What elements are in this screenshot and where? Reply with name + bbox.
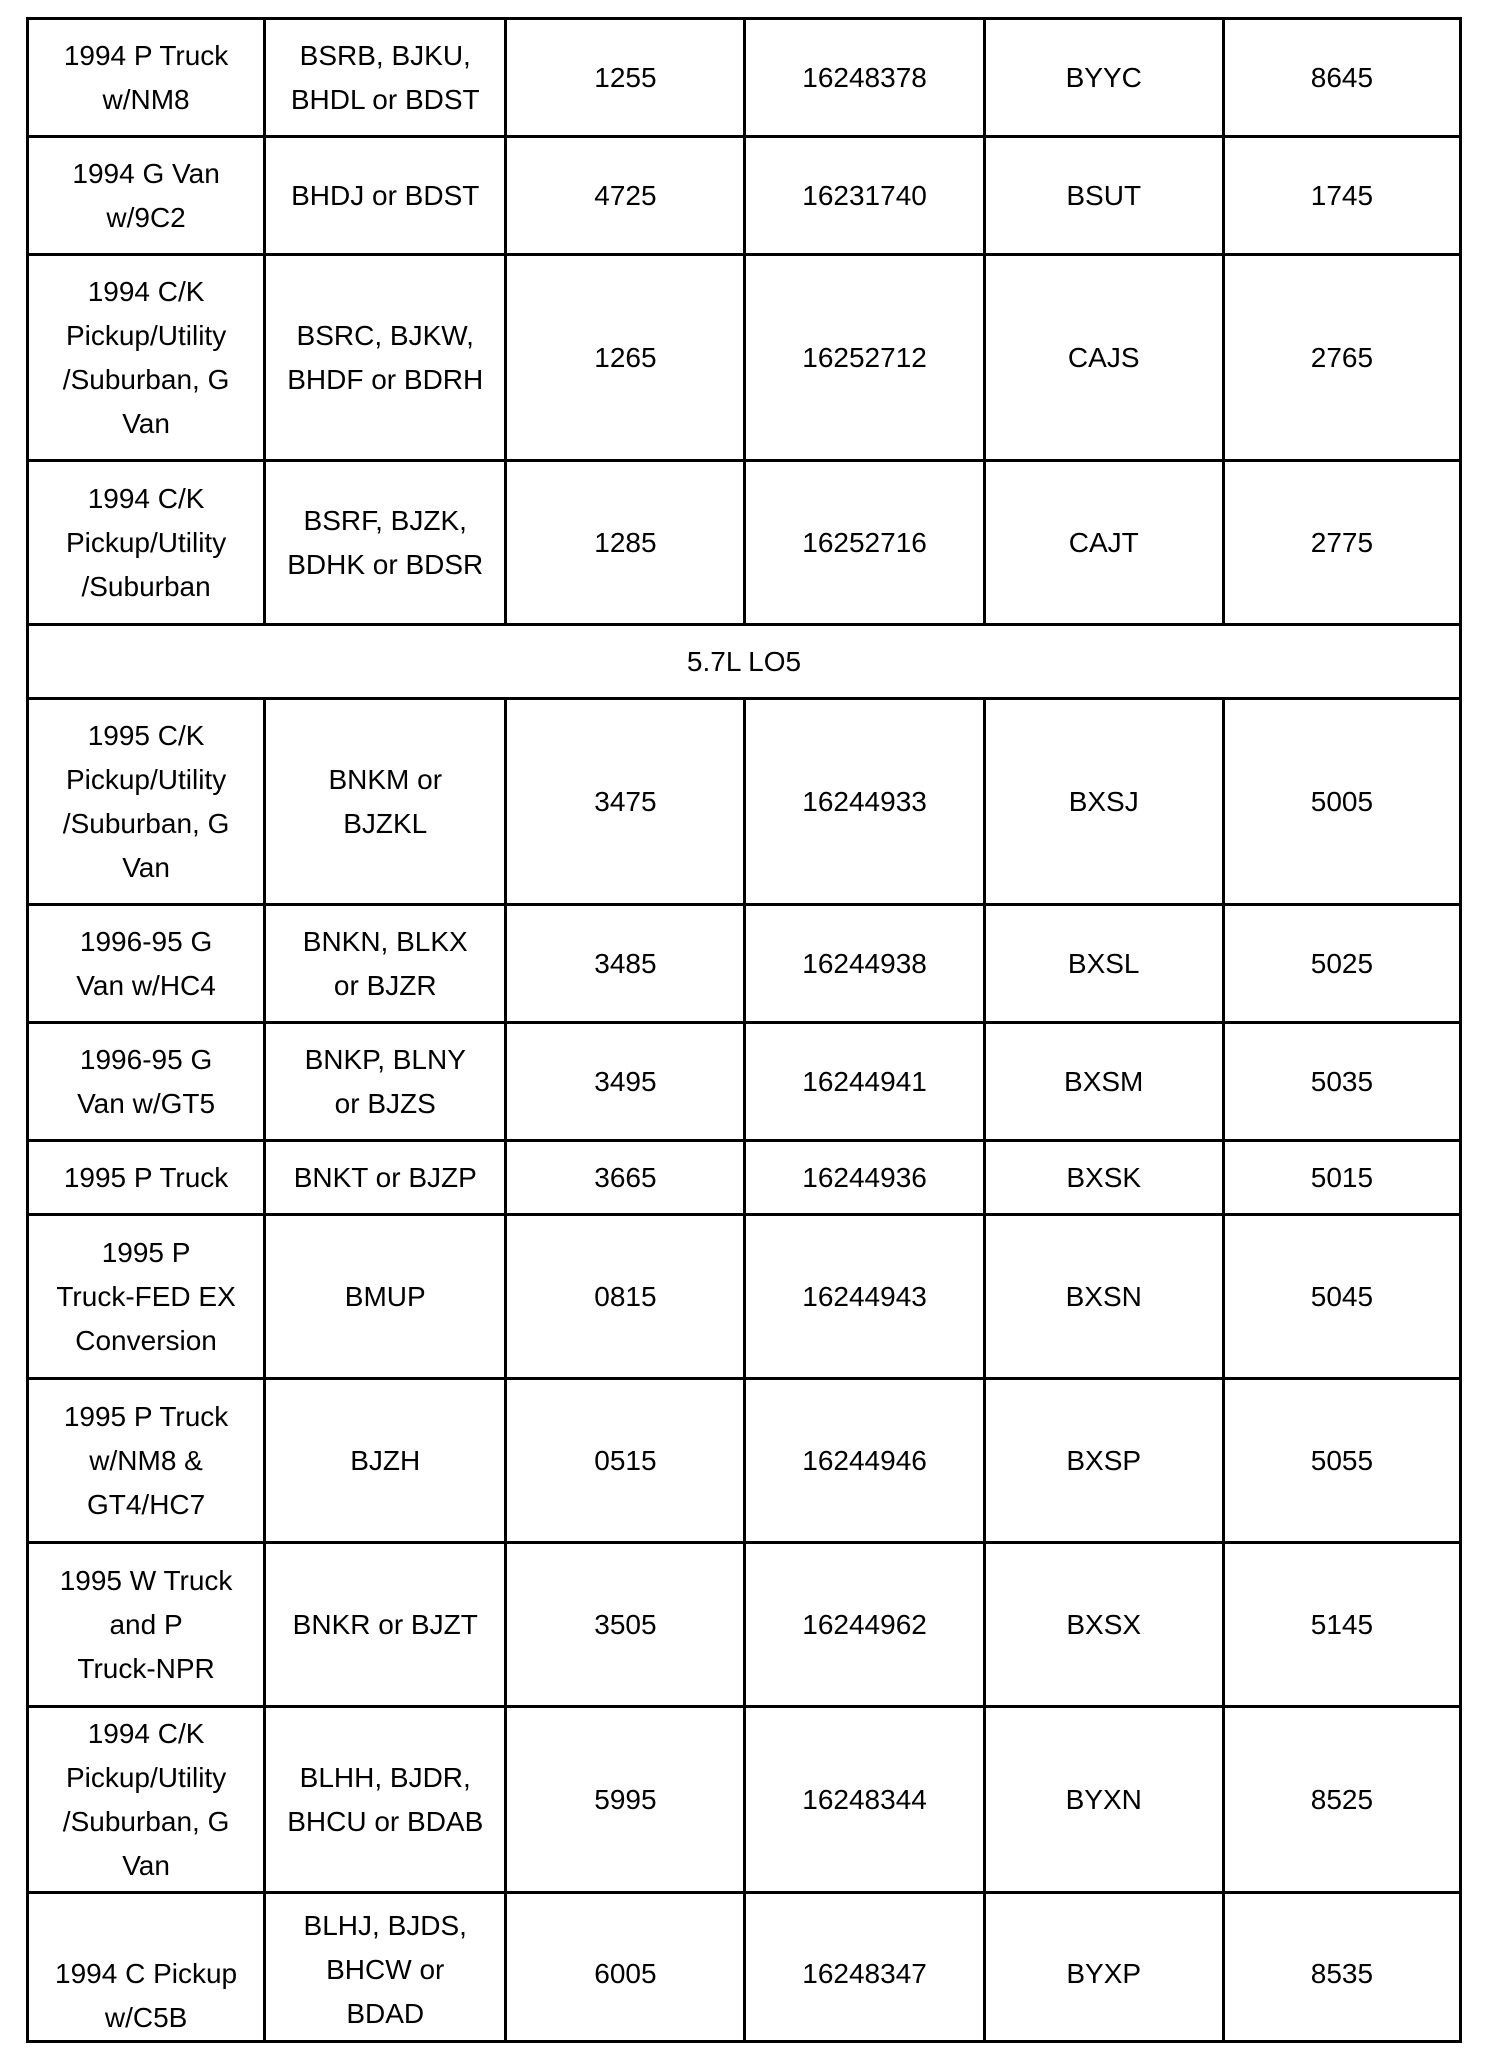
cell-service-code: 5025 — [1223, 905, 1460, 1023]
cell-broadcast-code: BNKT or BJZP — [265, 1141, 506, 1215]
cell-code: 1255 — [506, 19, 745, 137]
table-row — [28, 1707, 1461, 1893]
cell-part-number: 16244936 — [745, 1141, 984, 1215]
cell-service-code: 8645 — [1223, 19, 1460, 137]
table-row — [28, 137, 1461, 255]
cell-service-code: 1745 — [1223, 137, 1460, 255]
cell-id-code: BXSM — [984, 1023, 1223, 1141]
table-row — [28, 1379, 1461, 1543]
cell-service-code: 5055 — [1223, 1379, 1460, 1543]
cell-code: 3485 — [506, 905, 745, 1023]
cell-id-code: BXSL — [984, 905, 1223, 1023]
cell-broadcast-code: BHDJ or BDST — [265, 137, 506, 255]
cell-code: 3665 — [506, 1141, 745, 1215]
cell-part-number: 16244962 — [745, 1543, 984, 1707]
cell-vehicle: 1994 C/K Pickup/Utility /Suburban, G Van — [28, 255, 265, 461]
cell-vehicle: 1994 C Pickup w/C5B — [28, 1893, 265, 2042]
cell-code: 1265 — [506, 255, 745, 461]
cell-broadcast-code: BNKN, BLKX or BJZR — [265, 905, 506, 1023]
table-row — [28, 1215, 1461, 1379]
cell-id-code: BXSP — [984, 1379, 1223, 1543]
cell-part-number: 16248378 — [745, 19, 984, 137]
cell-broadcast-code: BJZH — [265, 1379, 506, 1543]
cell-part-number: 16244946 — [745, 1379, 984, 1543]
section-row — [28, 625, 1461, 699]
cell-service-code: 8525 — [1223, 1707, 1460, 1893]
cell-code: 3495 — [506, 1023, 745, 1141]
cell-part-number: 16248347 — [745, 1893, 984, 2042]
cell-id-code: BSUT — [984, 137, 1223, 255]
cell-part-number: 16231740 — [745, 137, 984, 255]
cell-id-code: BXSX — [984, 1543, 1223, 1707]
cell-part-number: 16252712 — [745, 255, 984, 461]
cell-broadcast-code: BLHJ, BJDS, BHCW or BDAD — [265, 1893, 506, 2042]
cell-vehicle: 1995 P Truck-FED EX Conversion — [28, 1215, 265, 1379]
cell-part-number: 16244938 — [745, 905, 984, 1023]
table-row — [28, 255, 1461, 461]
cell-service-code: 5145 — [1223, 1543, 1460, 1707]
cell-code: 0515 — [506, 1379, 745, 1543]
cell-broadcast-code: BNKP, BLNY or BJZS — [265, 1023, 506, 1141]
cell-vehicle: 1996-95 G Van w/GT5 — [28, 1023, 265, 1141]
cell-broadcast-code: BLHH, BJDR, BHCU or BDAB — [265, 1707, 506, 1893]
cell-service-code: 5045 — [1223, 1215, 1460, 1379]
cell-id-code: BXSK — [984, 1141, 1223, 1215]
cell-broadcast-code: BSRC, BJKW, BHDF or BDRH — [265, 255, 506, 461]
cell-service-code: 8535 — [1223, 1893, 1460, 2042]
cell-vehicle: 1995 W Truck and P Truck-NPR — [28, 1543, 265, 1707]
section-header: 5.7L LO5 — [28, 625, 1461, 699]
cell-part-number: 16252716 — [745, 461, 984, 625]
cell-part-number: 16244943 — [745, 1215, 984, 1379]
cell-vehicle: 1994 P Truck w/NM8 — [28, 19, 265, 137]
cell-code: 4725 — [506, 137, 745, 255]
cell-id-code: BYXN — [984, 1707, 1223, 1893]
table-row — [28, 1023, 1461, 1141]
table-row — [28, 1543, 1461, 1707]
cell-vehicle: 1995 C/K Pickup/Utility /Suburban, G Van — [28, 699, 265, 905]
table-row — [28, 699, 1461, 905]
cell-code: 5995 — [506, 1707, 745, 1893]
cell-broadcast-code: BSRB, BJKU, BHDL or BDST — [265, 19, 506, 137]
calibration-table — [26, 17, 1462, 2043]
cell-part-number: 16248344 — [745, 1707, 984, 1893]
cell-code: 1285 — [506, 461, 745, 625]
table-row — [28, 461, 1461, 625]
cell-broadcast-code: BNKR or BJZT — [265, 1543, 506, 1707]
cell-code: 3475 — [506, 699, 745, 905]
cell-service-code: 5015 — [1223, 1141, 1460, 1215]
table-row — [28, 905, 1461, 1023]
cell-code: 0815 — [506, 1215, 745, 1379]
cell-id-code: BXSJ — [984, 699, 1223, 905]
cell-code: 3505 — [506, 1543, 745, 1707]
cell-vehicle: 1995 P Truck — [28, 1141, 265, 1215]
cell-broadcast-code: BSRF, BJZK, BDHK or BDSR — [265, 461, 506, 625]
cell-id-code: BYXP — [984, 1893, 1223, 2042]
cell-id-code: CAJS — [984, 255, 1223, 461]
cell-vehicle: 1995 P Truck w/NM8 & GT4/HC7 — [28, 1379, 265, 1543]
cell-code: 6005 — [506, 1893, 745, 2042]
cell-service-code: 5005 — [1223, 699, 1460, 905]
cell-id-code: BXSN — [984, 1215, 1223, 1379]
cell-service-code: 2765 — [1223, 255, 1460, 461]
cell-vehicle: 1994 C/K Pickup/Utility /Suburban — [28, 461, 265, 625]
cell-vehicle: 1996-95 G Van w/HC4 — [28, 905, 265, 1023]
cell-service-code: 2775 — [1223, 461, 1460, 625]
cell-id-code: CAJT — [984, 461, 1223, 625]
cell-part-number: 16244933 — [745, 699, 984, 905]
cell-broadcast-code: BMUP — [265, 1215, 506, 1379]
table-row — [28, 19, 1461, 137]
cell-vehicle: 1994 C/K Pickup/Utility /Suburban, G Van — [28, 1707, 265, 1893]
cell-service-code: 5035 — [1223, 1023, 1460, 1141]
table-row — [28, 1893, 1461, 2042]
cell-vehicle: 1994 G Van w/9C2 — [28, 137, 265, 255]
cell-id-code: BYYC — [984, 19, 1223, 137]
cell-broadcast-code: BNKM or BJZKL — [265, 699, 506, 905]
cell-part-number: 16244941 — [745, 1023, 984, 1141]
table-row — [28, 1141, 1461, 1215]
